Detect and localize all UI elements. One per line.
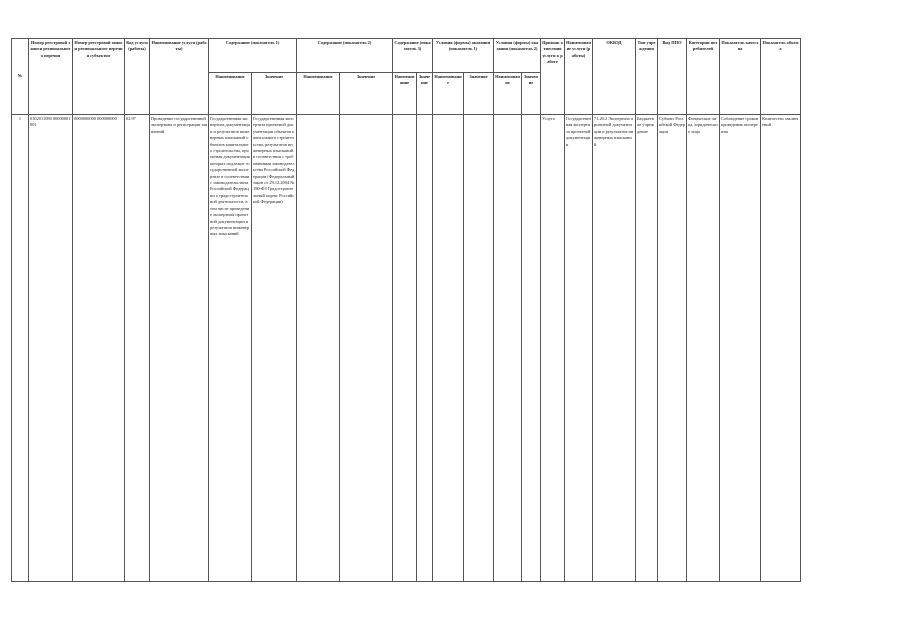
registry-table bbox=[11, 38, 801, 582]
cell-okved: 71.20.2 Экспертиза проектной документации и результатов инженерных изысканий bbox=[593, 115, 636, 582]
header-service-name-2: Наименование услуги (работы) bbox=[565, 39, 593, 115]
subheader-content1-name: Наименование bbox=[209, 73, 252, 115]
header-conditions-indicator-1: Условия (формы) оказания (показатель 1) bbox=[433, 39, 494, 73]
cell-volume-indicator: Количество заключений bbox=[761, 115, 801, 582]
header-institution-type: Тип учреждения bbox=[636, 39, 658, 115]
subheader-conditions1-value: Значение bbox=[464, 73, 494, 115]
cell-conditions2-name bbox=[494, 115, 522, 582]
cell-number: 1 bbox=[12, 115, 29, 582]
subheader-conditions2-value: Значение bbox=[522, 73, 541, 115]
subheader-content2-value: Значение bbox=[340, 73, 393, 115]
cell-service-work-flag: Услуга bbox=[541, 115, 565, 582]
cell-quality-indicator: Соблюдение сроков проведения экспертизы bbox=[720, 115, 761, 582]
header-registry-entry-number-subject: Номер реестровой записи регионального перечня субъектом bbox=[73, 39, 125, 115]
cell-institution-type: Бюджетное учреждение bbox=[636, 115, 658, 582]
cell-service-code: 02.97 bbox=[125, 115, 150, 582]
subheader-content3-value: Значение bbox=[417, 73, 433, 115]
header-ppo-type: Вид ППО bbox=[658, 39, 687, 115]
cell-registry-entry-number: 0302011080 00000001001 bbox=[29, 115, 73, 582]
cell-content3-value bbox=[417, 115, 433, 582]
cell-content1-name: Государственная экспертиза документации и результатов инженерных изысканий объектов капитального строительства, проектная документация которых подлежит государственной экспертизе в соответствии с законодательством Российской Федерации о градостроительной деятельности, в том числе проведение экспертизы проектной документации и результатов инженерных изысканий bbox=[209, 115, 252, 582]
header-content-indicator-2: Содержание (показатель 2) bbox=[297, 39, 393, 73]
subheader-conditions1-name: Наименование bbox=[433, 73, 464, 115]
cell-content3-name bbox=[393, 115, 417, 582]
cell-consumer-categories: Физические лица, юридические лица bbox=[687, 115, 720, 582]
cell-conditions1-value bbox=[464, 115, 494, 582]
header-service-code: Код услуги (работы) bbox=[125, 39, 150, 115]
cell-ppo-type: Субъект Российской Федерации bbox=[658, 115, 687, 582]
cell-service-name: Проведение государственной экспертизы и регистрации заявлений bbox=[150, 115, 209, 582]
header-content-indicator-3: Содержание (показатель 3) bbox=[393, 39, 433, 73]
header-quality-indicator: Показатель качества bbox=[720, 39, 761, 115]
header-content-indicator-1: Содержание (показатель 1) bbox=[209, 39, 297, 73]
subheader-content3-name: Наименование bbox=[393, 73, 417, 115]
subheader-content1-value: Значение bbox=[252, 73, 297, 115]
subheader-conditions2-name: Наименование bbox=[494, 73, 522, 115]
cell-content1-value: Государственная экспертиза проектной документации объектов капитального строительства, результатов инженерных изысканий в соответствии с требованиями законодательства Российской Федерации (Федеральный закон от 29.12.2004 № 190-ФЗ Градостроительный кодекс Российской Федерации) bbox=[252, 115, 297, 582]
header-number: № bbox=[12, 39, 29, 115]
header-registry-entry-number: Номер реестровой записи регионального перечня bbox=[29, 39, 73, 115]
table-row bbox=[12, 115, 801, 582]
subheader-content2-name: Наименование bbox=[297, 73, 340, 115]
header-service-name: Наименование услуги (работы) bbox=[150, 39, 209, 115]
header-service-work-flag: Признак отнесения услуги к работе bbox=[541, 39, 565, 115]
cell-conditions1-name bbox=[433, 115, 464, 582]
cell-conditions2-value bbox=[522, 115, 541, 582]
cell-content2-name bbox=[297, 115, 340, 582]
header-consumer-categories: Категории потребителей bbox=[687, 39, 720, 115]
header-volume-indicator: Показатель объема bbox=[761, 39, 801, 115]
cell-registry-entry-number-subject: 0000000000 000000000 bbox=[73, 115, 125, 582]
header-conditions-indicator-2: Условия (формы) оказания (показатель 2) bbox=[494, 39, 541, 73]
cell-content2-value bbox=[340, 115, 393, 582]
header-okved: ОКВЭД bbox=[593, 39, 636, 115]
cell-service-name-2: Государственная экспертиза проектной документации bbox=[565, 115, 593, 582]
